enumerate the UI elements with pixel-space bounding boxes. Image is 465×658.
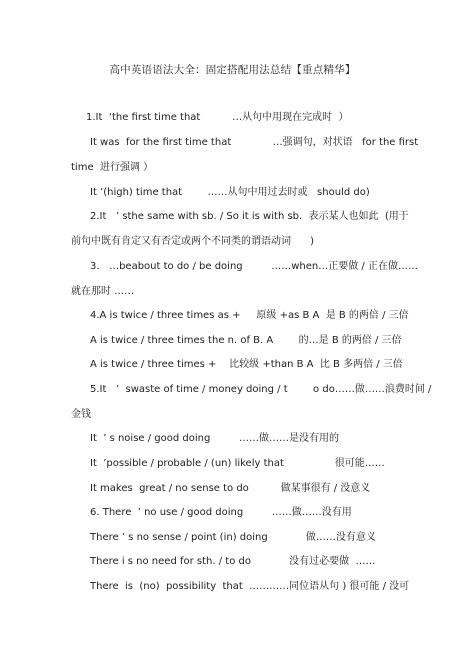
- text-line-20: [90, 580, 409, 594]
- text-line-5: [90, 210, 409, 224]
- text-line-11: [90, 358, 403, 372]
- line-text: 就在那时 ……: [71, 286, 135, 297]
- text-line-3: [71, 161, 153, 175]
- text-line-7: [90, 260, 418, 274]
- line-text: 3. …beabout to do / be doing ……when…正要做 / 正在做……: [90, 261, 418, 272]
- line-text: It ’(high) time that ……从句中用过去时或 should do): [90, 187, 370, 198]
- text-line-1: [86, 111, 348, 125]
- text-line-12: [90, 383, 431, 397]
- line-text: It ’possible / probable / (un) likely that 很可能……: [90, 458, 385, 469]
- text-line-4: [90, 186, 370, 200]
- text-line-19: [90, 555, 375, 569]
- text-line-8: [71, 285, 134, 299]
- line-text: There i s no need for sth. / to do 没有过必要做 ……: [90, 556, 376, 567]
- line-text: 1.It ‘the first time that …从句中用现在完成时 ）: [86, 112, 349, 123]
- line-text: 6. There ’ no use / good doing ……做……没有用: [90, 507, 352, 518]
- text-line-17: [90, 506, 352, 520]
- text-line-2: [90, 136, 418, 150]
- line-text: A is twice / three times the n. of B. A 的…是 B 的两倍 / 三倍: [90, 335, 402, 346]
- text-line-10: [90, 334, 402, 348]
- text-line-6: [71, 235, 314, 249]
- line-text: A is twice / three times + 比较级 +than B A 比 B 多两倍 / 三倍: [90, 359, 403, 370]
- text-line-16: [90, 482, 370, 496]
- text-line-15: [90, 457, 385, 471]
- text-line-18: [90, 531, 376, 545]
- line-text: 前句中既有肯定又有否定或两个不同类的谓语动词 ): [71, 236, 314, 247]
- line-text: It makes great / no sense to do 做某事很有 / 没意义: [90, 483, 371, 494]
- line-text: 4.A is twice / three times as + 原级 +as B A 是 B 的两倍 / 三倍: [90, 310, 409, 321]
- line-text: There ’ s no sense / point (in) doing 做……没有意义: [90, 532, 376, 543]
- line-text: 2.It ’ sthe same with sb. / So it is with sb. 表示某人也如此 (用于: [90, 211, 409, 222]
- text-line-13: [71, 408, 91, 422]
- text-line-14: [90, 432, 339, 446]
- line-text: time 进行强调 ）: [71, 162, 154, 173]
- line-text: It was for the first time that …强调句，对状语 for the first: [90, 137, 419, 148]
- page-title: 高中英语语法大全：固定搭配用法总结【重点精华】: [109, 64, 356, 76]
- text-line-9: [90, 309, 409, 323]
- line-text: 5.It ’ swaste of time / money doing / t o do……做……浪费时间 /: [90, 384, 432, 395]
- line-text: There is (no) possibility that …………同位语从句 ) 很可能 / 没可: [90, 581, 410, 592]
- line-text: 金钱: [71, 409, 91, 420]
- line-text: It ’ s noise / good doing ……做……是没有用的: [90, 433, 339, 444]
